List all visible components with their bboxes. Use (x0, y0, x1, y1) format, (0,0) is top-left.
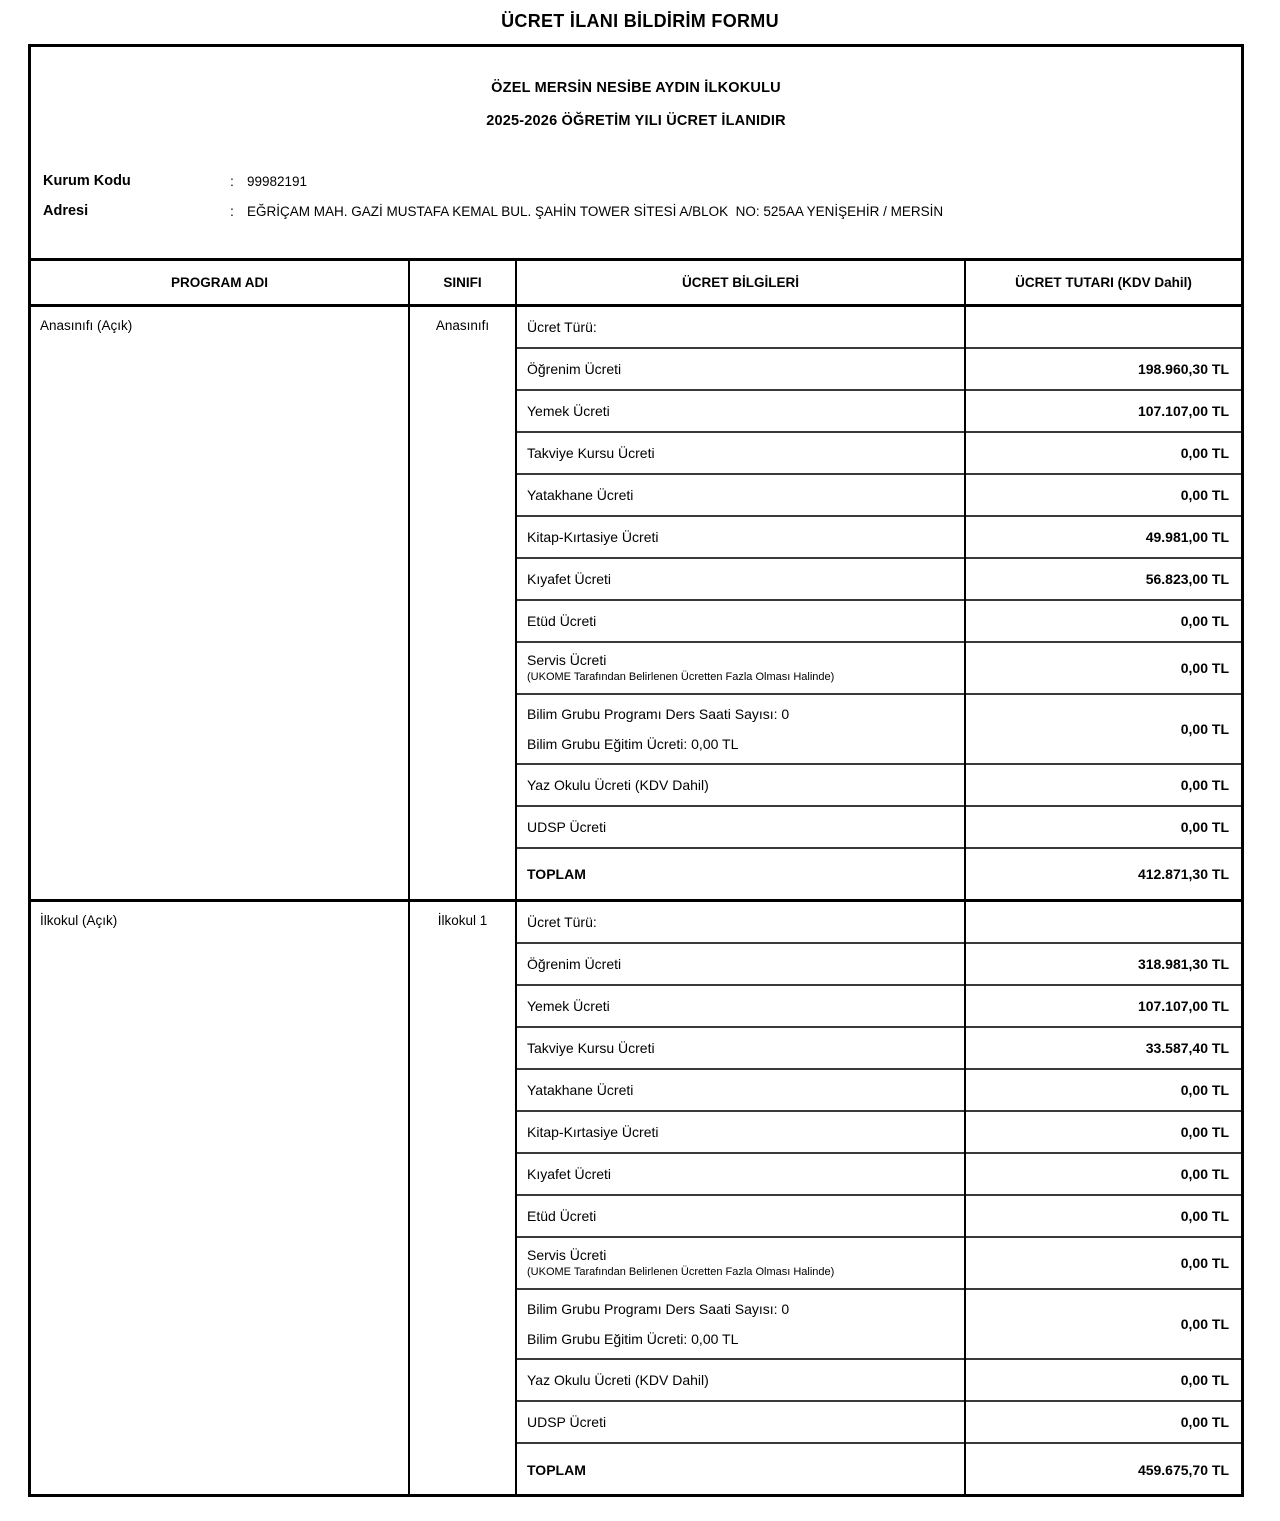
fee-label: Öğrenim Ücreti (527, 360, 622, 377)
institution-info (43, 166, 1229, 226)
fee-value-cell (965, 306, 1241, 348)
fee-label-cell (516, 901, 965, 943)
column-header-ucret-tutari: ÜCRET TUTARI (KDV Dahil) (965, 260, 1241, 306)
adresi-colon: : (230, 203, 234, 219)
fee-value-cell: 0,00 TL (965, 642, 1241, 694)
fee-label: Takviye Kursu Ücreti (527, 1039, 655, 1056)
program-name-cell: Anasınıfı (Açık) (31, 306, 409, 901)
fee-value-cell: 56.823,00 TL (965, 558, 1241, 600)
fee-label-cell (516, 1195, 965, 1237)
fee-row (31, 306, 1241, 348)
fee-label: Yatakhane Ücreti (527, 1081, 634, 1098)
fee-value-cell: 0,00 TL (965, 1069, 1241, 1111)
column-header-sinifi: SINIFI (409, 260, 516, 306)
fee-label: Bilim Grubu Programı Ders Saati Sayısı: 0 (527, 1300, 790, 1317)
kurum-kodu-row (43, 166, 1229, 196)
fee-value-cell: 0,00 TL (965, 1237, 1241, 1289)
fee-value-cell: 49.981,00 TL (965, 516, 1241, 558)
fee-label-cell (516, 1111, 965, 1153)
adresi-label: Adresi (43, 203, 89, 219)
fee-value-cell: 107.107,00 TL (965, 985, 1241, 1027)
fee-value-cell: 107.107,00 TL (965, 390, 1241, 432)
fee-label: Bilim Grubu Programı Ders Saati Sayısı: 0 (527, 705, 790, 722)
fee-value-cell: 0,00 TL (965, 600, 1241, 642)
adresi-row (43, 196, 1229, 226)
fee-label-cell (516, 694, 965, 764)
fee-label-note: (UKOME Tarafından Belirlenen Ücretten Fazla Olması Halinde) (527, 1266, 835, 1278)
fee-label: UDSP Ücreti (527, 818, 607, 835)
fee-table-body (31, 306, 1241, 1495)
form-box (28, 44, 1244, 1497)
fee-label-note: (UKOME Tarafından Belirlenen Ücretten Fazla Olması Halinde) (527, 671, 835, 683)
fee-value-cell: 318.981,30 TL (965, 943, 1241, 985)
fee-value-cell: 0,00 TL (965, 1111, 1241, 1153)
fee-label: Yatakhane Ücreti (527, 486, 634, 503)
fee-value-cell: 0,00 TL (965, 1401, 1241, 1443)
fee-label-cell (516, 1359, 965, 1401)
program-name-cell: İlkokul (Açık) (31, 901, 409, 1495)
kurum-kodu-label: Kurum Kodu (43, 173, 131, 189)
fee-value-cell: 0,00 TL (965, 1289, 1241, 1359)
fee-label-cell (516, 558, 965, 600)
fee-label: Yaz Okulu Ücreti (KDV Dahil) (527, 776, 709, 793)
fee-value-cell: 0,00 TL (965, 694, 1241, 764)
fee-label-line2: Bilim Grubu Eğitim Ücreti: 0,00 TL (527, 735, 739, 752)
fee-label-cell (516, 943, 965, 985)
fee-label: Takviye Kursu Ücreti (527, 444, 655, 461)
fee-label-cell (516, 1289, 965, 1359)
fee-label-cell (516, 806, 965, 848)
fee-label: TOPLAM (527, 1461, 586, 1478)
column-header-ucret-bilgileri: ÜCRET BİLGİLERİ (516, 260, 965, 306)
fee-label-cell (516, 474, 965, 516)
fee-label: Yemek Ücreti (527, 997, 610, 1014)
fee-label: Ücret Türü: (527, 913, 597, 930)
fee-label-cell (516, 1401, 965, 1443)
fee-label-cell (516, 985, 965, 1027)
fee-label: Kıyafet Ücreti (527, 1165, 612, 1182)
class-name-cell: İlkokul 1 (409, 901, 516, 1495)
fee-label-cell (516, 1153, 965, 1195)
fee-table-wrap (31, 258, 1241, 1494)
fee-label: Kitap-Kırtasiye Ücreti (527, 528, 659, 545)
fee-label-cell (516, 1237, 965, 1289)
fee-label-cell (516, 600, 965, 642)
adresi-value: EĞRİÇAM MAH. GAZİ MUSTAFA KEMAL BUL. ŞAHİN TOWER SİTESİ A/BLOK NO: 525AA YENİŞEHİR / MERSİN (247, 203, 944, 219)
fee-label-cell (516, 432, 965, 474)
fee-value-cell: 0,00 TL (965, 806, 1241, 848)
fee-label: Servis Ücreti (527, 652, 607, 668)
fee-value-cell: 198.960,30 TL (965, 348, 1241, 390)
fee-value-cell: 0,00 TL (965, 1153, 1241, 1195)
class-name-cell: Anasınıfı (409, 306, 516, 901)
fee-label: Etüd Ücreti (527, 612, 597, 629)
fee-label: Kıyafet Ücreti (527, 570, 612, 587)
fee-value-cell: 0,00 TL (965, 1359, 1241, 1401)
fee-label-cell (516, 642, 965, 694)
fee-value-cell: 0,00 TL (965, 474, 1241, 516)
fee-label: Etüd Ücreti (527, 1207, 597, 1224)
kurum-kodu-colon: : (230, 173, 234, 189)
fee-label: Ücret Türü: (527, 318, 597, 335)
fee-label: Yemek Ücreti (527, 402, 610, 419)
school-year-announcement: 2025-2026 ÖĞRETİM YILI ÜCRET İLANIDIR (486, 113, 786, 129)
fee-label-cell (516, 1069, 965, 1111)
document-title: ÜCRET İLANI BİLDİRİM FORMU (501, 11, 779, 31)
fee-value-cell: 0,00 TL (965, 764, 1241, 806)
fee-label-cell (516, 390, 965, 432)
fee-value-cell: 412.871,30 TL (965, 848, 1241, 901)
fee-label: UDSP Ücreti (527, 1413, 607, 1430)
fee-label-cell (516, 764, 965, 806)
fee-label-cell (516, 848, 965, 901)
kurum-kodu-value: 99982191 (247, 173, 308, 189)
fee-value-cell: 0,00 TL (965, 432, 1241, 474)
fee-value-cell (965, 901, 1241, 943)
fee-row (31, 901, 1241, 943)
fee-label-line2: Bilim Grubu Eğitim Ücreti: 0,00 TL (527, 1330, 739, 1347)
fee-label: Kitap-Kırtasiye Ücreti (527, 1123, 659, 1140)
fee-label-cell (516, 1443, 965, 1495)
fee-label: Yaz Okulu Ücreti (KDV Dahil) (527, 1371, 709, 1388)
fee-label: Öğrenim Ücreti (527, 955, 622, 972)
fee-label-cell (516, 306, 965, 348)
column-header-program-adi: PROGRAM ADI (31, 260, 409, 306)
fee-label-cell (516, 516, 965, 558)
fee-label-cell (516, 348, 965, 390)
fee-table (31, 258, 1241, 1494)
fee-label: TOPLAM (527, 865, 586, 882)
fee-label: Servis Ücreti (527, 1247, 607, 1263)
fee-label-cell (516, 1027, 965, 1069)
fee-value-cell: 33.587,40 TL (965, 1027, 1241, 1069)
school-name: ÖZEL MERSİN NESİBE AYDIN İLKOKULU (491, 80, 781, 96)
fee-table-header (31, 260, 1241, 306)
fee-value-cell: 459.675,70 TL (965, 1443, 1241, 1495)
fee-value-cell: 0,00 TL (965, 1195, 1241, 1237)
fee-table-header-row (31, 260, 1241, 306)
